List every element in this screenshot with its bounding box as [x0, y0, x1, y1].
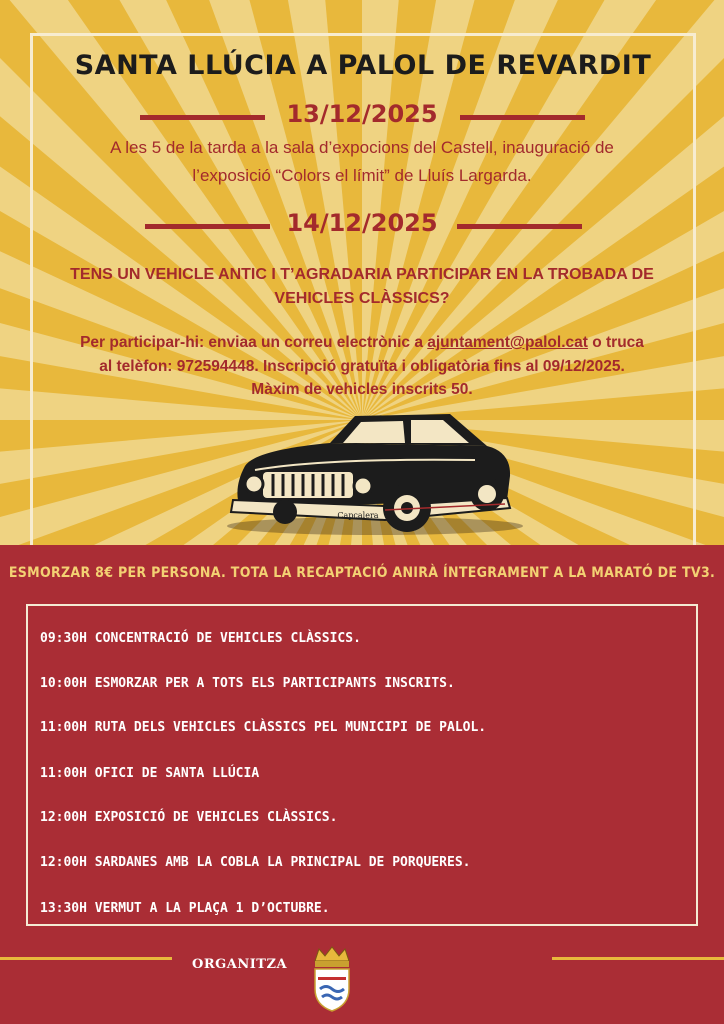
info-line-3: Màxim de vehicles inscrits 50. — [251, 381, 473, 398]
breakfast-note: ESMORZAR 8€ PER PERSONA. TOTA LA RECAPTACIÓ ANIRÀ ÍNTEGRAMENT A LA MARATÓ DE TV3. — [8, 565, 716, 581]
question-line-2: VEHICLES CLÀSSICS? — [274, 290, 450, 307]
event-date-2: 14/12/2025 — [286, 209, 438, 237]
organizer-label: ORGANITZA — [192, 957, 288, 972]
question-line-1: TENS UN VEHICLE ANTIC I T’AGRADARIA PARTICIPAR EN LA TROBADA DE — [70, 266, 654, 283]
footer-rule-left — [0, 957, 172, 960]
schedule-item: 12:00H SARDANES AMB LA COBLA LA PRINCIPAL DE PORQUERES. — [40, 855, 471, 870]
car-plate-text: Capcalera — [337, 511, 379, 520]
municipal-crest-icon — [311, 945, 353, 1013]
info-line-2: al telèfon: 972594448. Inscripció gratuïta i obligatòria fins al 09/12/2025. — [99, 358, 625, 375]
schedule-item: 10:00H ESMORZAR PER A TOTS ELS PARTICIPANTS INSCRITS. — [40, 676, 455, 691]
footer-rule-right — [552, 957, 724, 960]
schedule-item: 12:00H EXPOSICIÓ DE VEHICLES CLÀSSICS. — [40, 810, 338, 825]
schedule-item: 09:30H CONCENTRACIÓ DE VEHICLES CLÀSSICS. — [40, 631, 361, 646]
event-1-line-2: l’exposició “Colors el límit” de Lluís Largarda. — [192, 166, 532, 185]
schedule-item: 13:30H VERMUT A LA PLAÇA 1 D’OCTUBRE. — [40, 901, 330, 916]
info-line-1 — [20, 330, 704, 356]
schedule-item: 11:00H OFICI DE SANTA LLÚCIA — [40, 766, 260, 781]
info-line-1-suffix: o truca — [587, 334, 644, 351]
schedule-box — [26, 604, 698, 926]
schedule-item: 11:00H RUTA DELS VEHICLES CLÀSSICS PEL MUNICIPI DE PALOL. — [40, 720, 487, 735]
email-link[interactable]: ajuntament@palol.cat — [427, 334, 588, 351]
date-rule-right — [460, 115, 585, 120]
date-rule-right-2 — [457, 224, 582, 229]
classic-car-illustration — [225, 408, 525, 543]
event-1-line-1: A les 5 de la tarda a la sala d’expocions del Castell, inauguració de — [110, 138, 614, 157]
page-title: SANTA LLÚCIA A PALOL DE REVARDIT — [74, 50, 652, 81]
event-date-1: 13/12/2025 — [286, 100, 438, 128]
info-line-1-prefix: Per participar-hi: enviaa un correu electrònic a — [80, 334, 428, 351]
